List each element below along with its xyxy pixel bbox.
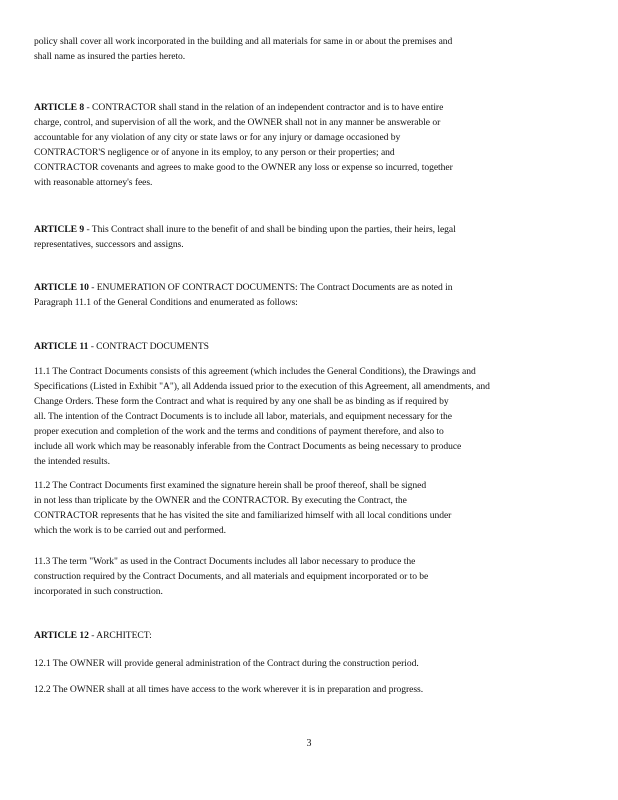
article-8-line: - CONTRACTOR shall stand in the relation of an independent contractor and is to have entire: [84, 102, 444, 113]
article-8-first-line: [34, 100, 554, 115]
article-10: [34, 280, 554, 310]
section-12-2: [34, 682, 554, 697]
article-9-heading: ARTICLE 9: [34, 224, 85, 235]
page-number: 3: [306, 738, 312, 749]
article-12-heading: ARTICLE 12: [34, 630, 89, 641]
article-11-heading: ARTICLE 11: [34, 341, 89, 352]
section-11-1-line: Change Orders. These form the Contract and what is required by any one shall be as binding as if required by: [34, 396, 449, 407]
section-11-2: [34, 478, 554, 538]
section-11-1-line: the intended results.: [34, 456, 110, 467]
article-8-line: CONTRACTOR covenants and agrees to make good to the OWNER any loss or expense so incurred, together: [34, 162, 453, 173]
section-11-1-line: all. The intention of the Contract Documents is to include all labor, materials, and equipment necessary for the: [34, 411, 452, 422]
article-9: [34, 222, 554, 252]
section-11-3-line: construction required by the Contract Documents, and all materials and equipment incorporated or to be: [34, 571, 429, 582]
article-8-line: charge, control, and supervision of all the work, and the OWNER shall not in any manner be answerable or: [34, 117, 441, 128]
article-11-heading-line: [34, 339, 554, 354]
article-10-line: - ENUMERATION OF CONTRACT DOCUMENTS: The Contract Documents are as noted in: [88, 282, 453, 293]
intro-line: shall name as insured the parties hereto.: [34, 51, 186, 62]
section-11-3: [34, 554, 554, 599]
article-9-line: - This Contract shall inure to the benefit of and shall be binding upon the parties, their heirs, legal: [84, 224, 456, 235]
section-11-2-line: CONTRACTOR represents that he has visited the site and familiarized himself with all local conditions under: [34, 510, 452, 521]
section-11-1-line: Specifications (Listed in Exhibit "A"), all Addenda issued prior to the execution of this Agreement, all amendments, and: [34, 381, 490, 392]
article-10-first-line: [34, 280, 554, 295]
section-11-1-line: proper execution and completion of the work and the terms and conditions of payment therefore, and also to: [34, 426, 444, 437]
article-9-line: representatives, successors and assigns.: [34, 239, 184, 250]
article-11-title: - CONTRACT DOCUMENTS: [88, 341, 209, 352]
section-11-2-line: which the work is to be carried out and performed.: [34, 525, 226, 536]
article-8: [34, 100, 554, 190]
article-9-first-line: [34, 222, 554, 237]
article-8-line: CONTRACTOR'S negligence or of anyone in its employ, to any person or their properties; and: [34, 147, 395, 158]
article-8-heading: ARTICLE 8: [34, 102, 85, 113]
section-11-3-line: incorporated in such construction.: [34, 586, 163, 597]
article-12-heading-line: [34, 628, 554, 643]
intro-line: policy shall cover all work incorporated in the building and all materials for same in or about the premises and: [34, 36, 453, 47]
article-8-line: with reasonable attorney's fees.: [34, 177, 153, 188]
article-10-heading: ARTICLE 10: [34, 282, 89, 293]
section-12-2-line: 12.2 The OWNER shall at all times have access to the work wherever it is in preparation and progress.: [34, 684, 424, 695]
section-11-1-line: include all work which may be reasonably inferable from the Contract Documents as being necessary to produce: [34, 441, 462, 452]
section-11-2-line: in not less than triplicate by the OWNER and the CONTRACTOR. By executing the Contract, the: [34, 495, 407, 506]
article-12-title: - ARCHITECT:: [88, 630, 152, 641]
section-11-1-line: 11.1 The Contract Documents consists of this agreement (which includes the General Conditions), the Drawings and: [34, 366, 476, 377]
section-11-2-line: 11.2 The Contract Documents first examined the signature herein shall be proof thereof, shall be signed: [34, 480, 427, 491]
section-11-1: [34, 364, 554, 469]
article-8-line: accountable for any violation of any city or state laws or for any injury or damage occasioned by: [34, 132, 401, 143]
section-11-3-line: 11.3 The term "Work" as used in the Contract Documents includes all labor necessary to produce the: [34, 556, 416, 567]
intro-paragraph: [34, 34, 554, 64]
section-12-1: [34, 656, 554, 671]
article-10-line: Paragraph 11.1 of the General Conditions and enumerated as follows:: [34, 297, 298, 308]
section-12-1-line: 12.1 The OWNER will provide general administration of the Contract during the construction period.: [34, 658, 419, 669]
